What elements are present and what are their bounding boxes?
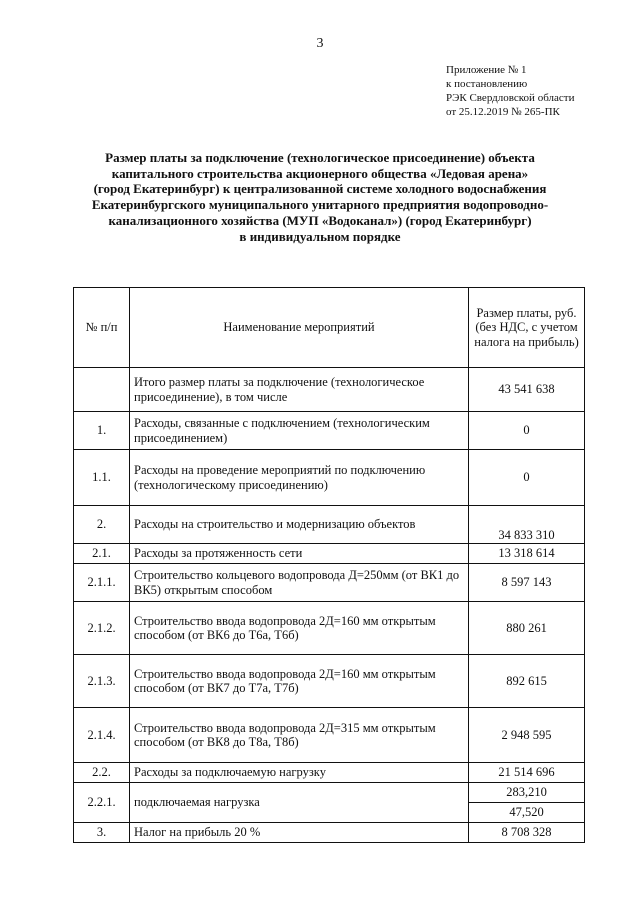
row-name: Строительство ввода водопровода 2Д=315 мм открытым способом (от ВК8 до Т8а, Т8б) — [130, 708, 469, 763]
appendix-line: Приложение № 1 — [446, 64, 527, 76]
page-number: 3 — [316, 36, 324, 51]
title-line: Екатеринбургского муниципального унитарного предприятия водопроводно- — [91, 197, 549, 213]
table-row — [74, 763, 585, 783]
title-line: (город Екатеринбург) к централизованной системе холодного водоснабжения — [93, 181, 547, 197]
row-amount: 13 318 614 — [469, 544, 585, 564]
row-num: 2.2.1. — [74, 783, 130, 823]
title-line: в индивидуальном порядке — [239, 228, 401, 244]
row-num: 3. — [74, 823, 130, 843]
row-amount: 8 597 143 — [469, 564, 585, 602]
row-name: Итого размер платы за подключение (технологическое присоединение), в том числе — [130, 368, 469, 412]
row-name: Строительство ввода водопровода 2Д=160 мм открытым способом (от ВК6 до Т6а, Т6б) — [130, 602, 469, 655]
row-num: 2.1. — [74, 544, 130, 564]
row-amount: 0 — [469, 412, 585, 450]
row-amount: 0 — [469, 450, 585, 506]
row-name: Расходы, связанные с подключением (технологическим присоединением) — [130, 412, 469, 450]
header-num: № п/п — [74, 288, 130, 368]
row-num: 1.1. — [74, 450, 130, 506]
appendix-line: от 25.12.2019 № 265-ПК — [446, 106, 560, 118]
row-amount: 43 541 638 — [469, 368, 585, 412]
row-name: Расходы за подключаемую нагрузку — [130, 763, 469, 783]
title-line: капитального строительства акционерного общества «Ледовая арена» — [111, 165, 529, 181]
row-num: 2. — [74, 506, 130, 544]
table-row — [74, 450, 585, 506]
table-row — [74, 368, 585, 412]
table-row — [74, 823, 585, 843]
row-name: подключаемая нагрузка — [130, 783, 469, 823]
row-num: 2.1.2. — [74, 602, 130, 655]
row-name: Строительство ввода водопровода 2Д=160 мм открытым способом (от ВК7 до Т7а, Т7б) — [130, 655, 469, 708]
row-amount-secondary: 47,520 — [469, 803, 585, 823]
table-row — [74, 708, 585, 763]
row-num: 2.1.4. — [74, 708, 130, 763]
appendix-line: к постановлению — [446, 78, 528, 90]
row-amount: 8 708 328 — [469, 823, 585, 843]
table-row — [74, 783, 585, 803]
header-amount: Размер платы, руб. (без НДС, с учетом налога на прибыль) — [469, 288, 585, 368]
row-amount: 880 261 — [469, 602, 585, 655]
row-amount: 892 615 — [469, 655, 585, 708]
document-title — [40, 150, 600, 244]
row-name: Расходы на проведение мероприятий по подключению (технологическому присоединению) — [130, 450, 469, 506]
row-amount: 2 948 595 — [469, 708, 585, 763]
table-header-row — [74, 288, 585, 368]
row-amount: 283,210 — [469, 783, 585, 803]
row-num: 2.2. — [74, 763, 130, 783]
appendix-note — [446, 63, 574, 119]
title-line: Размер платы за подключение (технологическое присоединение) объекта — [105, 150, 535, 165]
row-num: 2.1.1. — [74, 564, 130, 602]
row-name: Строительство кольцевого водопровода Д=250мм (от ВК1 до ВК5) открытым способом — [130, 564, 469, 602]
fee-table — [73, 287, 585, 843]
row-amount: 34 833 310 — [469, 506, 585, 544]
table-row — [74, 506, 585, 544]
table-row — [74, 602, 585, 655]
row-amount: 21 514 696 — [469, 763, 585, 783]
table-row — [74, 412, 585, 450]
header-name: Наименование мероприятий — [130, 288, 469, 368]
table-row — [74, 655, 585, 708]
table-row — [74, 544, 585, 564]
row-num — [74, 368, 130, 412]
row-name: Расходы на строительство и модернизацию объектов — [130, 506, 469, 544]
row-name: Налог на прибыль 20 % — [130, 823, 469, 843]
title-line: канализационного хозяйства (МУП «Водоканал») (город Екатеринбург) — [108, 212, 532, 228]
appendix-line: РЭК Свердловской области — [446, 92, 575, 104]
table-row — [74, 564, 585, 602]
row-num: 2.1.3. — [74, 655, 130, 708]
row-num: 1. — [74, 412, 130, 450]
row-name: Расходы за протяженность сети — [130, 544, 469, 564]
